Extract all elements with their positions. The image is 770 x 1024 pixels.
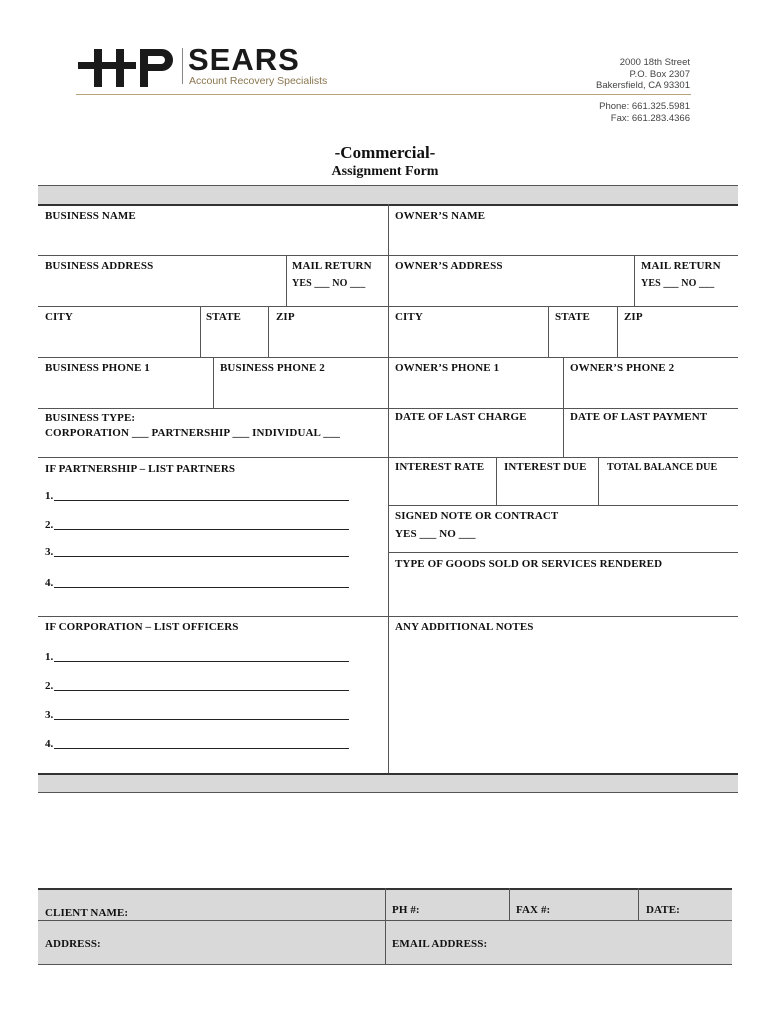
rule xyxy=(388,255,738,256)
rule xyxy=(388,306,738,307)
signed-note-yes-no[interactable]: YES ___ NO ___ xyxy=(395,528,476,540)
header-rule xyxy=(76,94,691,95)
rule xyxy=(634,255,635,306)
client-name-field[interactable]: CLIENT NAME: xyxy=(45,907,129,919)
owner-name-field[interactable]: OWNER’S NAME xyxy=(395,210,486,222)
officer-line-3-number: 3. xyxy=(45,709,54,721)
logo-name: SEARS xyxy=(188,42,300,77)
officer-line-4-underline xyxy=(54,748,349,749)
business-type-options[interactable]: CORPORATION ___ PARTNERSHIP ___ INDIVIDUAL ___ xyxy=(45,427,341,439)
rule xyxy=(38,964,732,965)
hp-logo-mark-icon xyxy=(78,47,182,89)
logo-tagline: Account Recovery Specialists xyxy=(189,75,328,87)
form-bottom-band xyxy=(38,775,738,792)
owner-zip-field[interactable]: ZIP xyxy=(624,311,643,323)
rule xyxy=(286,255,287,306)
logo xyxy=(78,44,338,94)
company-address xyxy=(596,57,690,92)
partner-line-2-number: 2. xyxy=(45,519,54,531)
officers-heading: IF CORPORATION – LIST OFFICERS xyxy=(45,621,239,633)
business-state-field[interactable]: STATE xyxy=(206,311,241,323)
company-contact xyxy=(599,101,690,124)
owner-phone-2-field[interactable]: OWNER’S PHONE 2 xyxy=(570,362,675,374)
additional-notes-field[interactable]: ANY ADDITIONAL NOTES xyxy=(395,621,534,633)
rule xyxy=(385,888,386,964)
client-phone-field[interactable]: PH #: xyxy=(392,904,420,916)
partner-line-1-number: 1. xyxy=(45,490,54,502)
business-type-label: BUSINESS TYPE: xyxy=(45,412,136,424)
partner-line-1-underline xyxy=(54,500,349,501)
business-phone-2-field[interactable]: BUSINESS PHONE 2 xyxy=(220,362,325,374)
rule xyxy=(563,357,564,457)
business-mail-return-label: MAIL RETURN xyxy=(292,260,372,272)
rule xyxy=(38,185,738,186)
rule xyxy=(38,457,388,458)
partner-line-2-underline xyxy=(54,529,349,530)
rule xyxy=(38,616,388,617)
officer-line-2-underline xyxy=(54,690,349,691)
business-address-field[interactable]: BUSINESS ADDRESS xyxy=(45,260,154,272)
officer-line-1-underline xyxy=(54,661,349,662)
signed-note-label: SIGNED NOTE OR CONTRACT xyxy=(395,510,559,522)
client-date-field[interactable]: DATE: xyxy=(646,904,680,916)
total-balance-due-field[interactable]: TOTAL BALANCE DUE xyxy=(607,462,718,473)
client-email-field[interactable]: EMAIL ADDRESS: xyxy=(392,938,488,950)
page-subtitle: Assignment Form xyxy=(331,164,439,179)
address-line-2: P.O. Box 2307 xyxy=(629,68,690,80)
partner-line-4-underline xyxy=(54,587,349,588)
company-phone: Phone: 661.325.5981 xyxy=(599,101,690,112)
rule xyxy=(38,255,388,256)
rule xyxy=(509,888,510,920)
company-fax: Fax: 661.283.4366 xyxy=(610,112,690,124)
interest-due-field[interactable]: INTEREST DUE xyxy=(504,461,587,473)
officer-line-4-number: 4. xyxy=(45,738,54,750)
rule xyxy=(388,505,738,506)
owner-address-field[interactable]: OWNER’S ADDRESS xyxy=(395,260,503,272)
client-address-field[interactable]: ADDRESS: xyxy=(45,938,101,950)
last-payment-date-field[interactable]: DATE OF LAST PAYMENT xyxy=(570,411,708,423)
rule xyxy=(548,306,549,357)
rule xyxy=(38,408,388,409)
owner-mail-return-yes-no[interactable]: YES ___ NO ___ xyxy=(641,278,715,289)
business-mail-return-yes-no[interactable]: YES ___ NO ___ xyxy=(292,278,366,289)
owner-phone-1-field[interactable]: OWNER’S PHONE 1 xyxy=(395,362,500,374)
interest-rate-field[interactable]: INTEREST RATE xyxy=(395,461,485,473)
rule xyxy=(213,357,214,408)
form-top-band xyxy=(38,185,738,204)
rule xyxy=(200,306,201,357)
business-zip-field[interactable]: ZIP xyxy=(276,311,295,323)
rule xyxy=(268,306,269,357)
logo-divider xyxy=(182,48,183,84)
rule xyxy=(38,306,388,307)
rule xyxy=(388,616,738,617)
last-charge-date-field[interactable]: DATE OF LAST CHARGE xyxy=(395,411,527,423)
partner-line-3-number: 3. xyxy=(45,546,54,558)
owner-city-field[interactable]: CITY xyxy=(395,311,423,323)
rule xyxy=(496,457,497,505)
rule xyxy=(617,306,618,357)
business-city-field[interactable]: CITY xyxy=(45,311,73,323)
rule xyxy=(388,457,738,458)
officer-line-3-underline xyxy=(54,719,349,720)
partners-heading: IF PARTNERSHIP – LIST PARTNERS xyxy=(45,463,236,475)
client-fax-field[interactable]: FAX #: xyxy=(516,904,551,916)
owner-mail-return-label: MAIL RETURN xyxy=(641,260,721,272)
goods-services-field[interactable]: TYPE OF GOODS SOLD OR SERVICES RENDERED xyxy=(395,558,663,570)
officer-line-1-number: 1. xyxy=(45,651,54,663)
address-line-3: Bakersfield, CA 93301 xyxy=(595,80,690,91)
business-phone-1-field[interactable]: BUSINESS PHONE 1 xyxy=(45,362,150,374)
rule xyxy=(638,888,639,920)
business-name-field[interactable]: BUSINESS NAME xyxy=(45,210,136,222)
rule xyxy=(38,792,738,793)
address-line-1: 2000 18th Street xyxy=(619,57,690,68)
owner-state-field[interactable]: STATE xyxy=(555,311,590,323)
partner-line-4-number: 4. xyxy=(45,577,54,589)
center-divider xyxy=(388,204,389,774)
rule xyxy=(598,457,599,505)
rule xyxy=(388,552,738,553)
officer-line-2-number: 2. xyxy=(45,680,54,692)
page-title: -Commercial- xyxy=(334,143,436,162)
partner-line-3-underline xyxy=(54,556,349,557)
